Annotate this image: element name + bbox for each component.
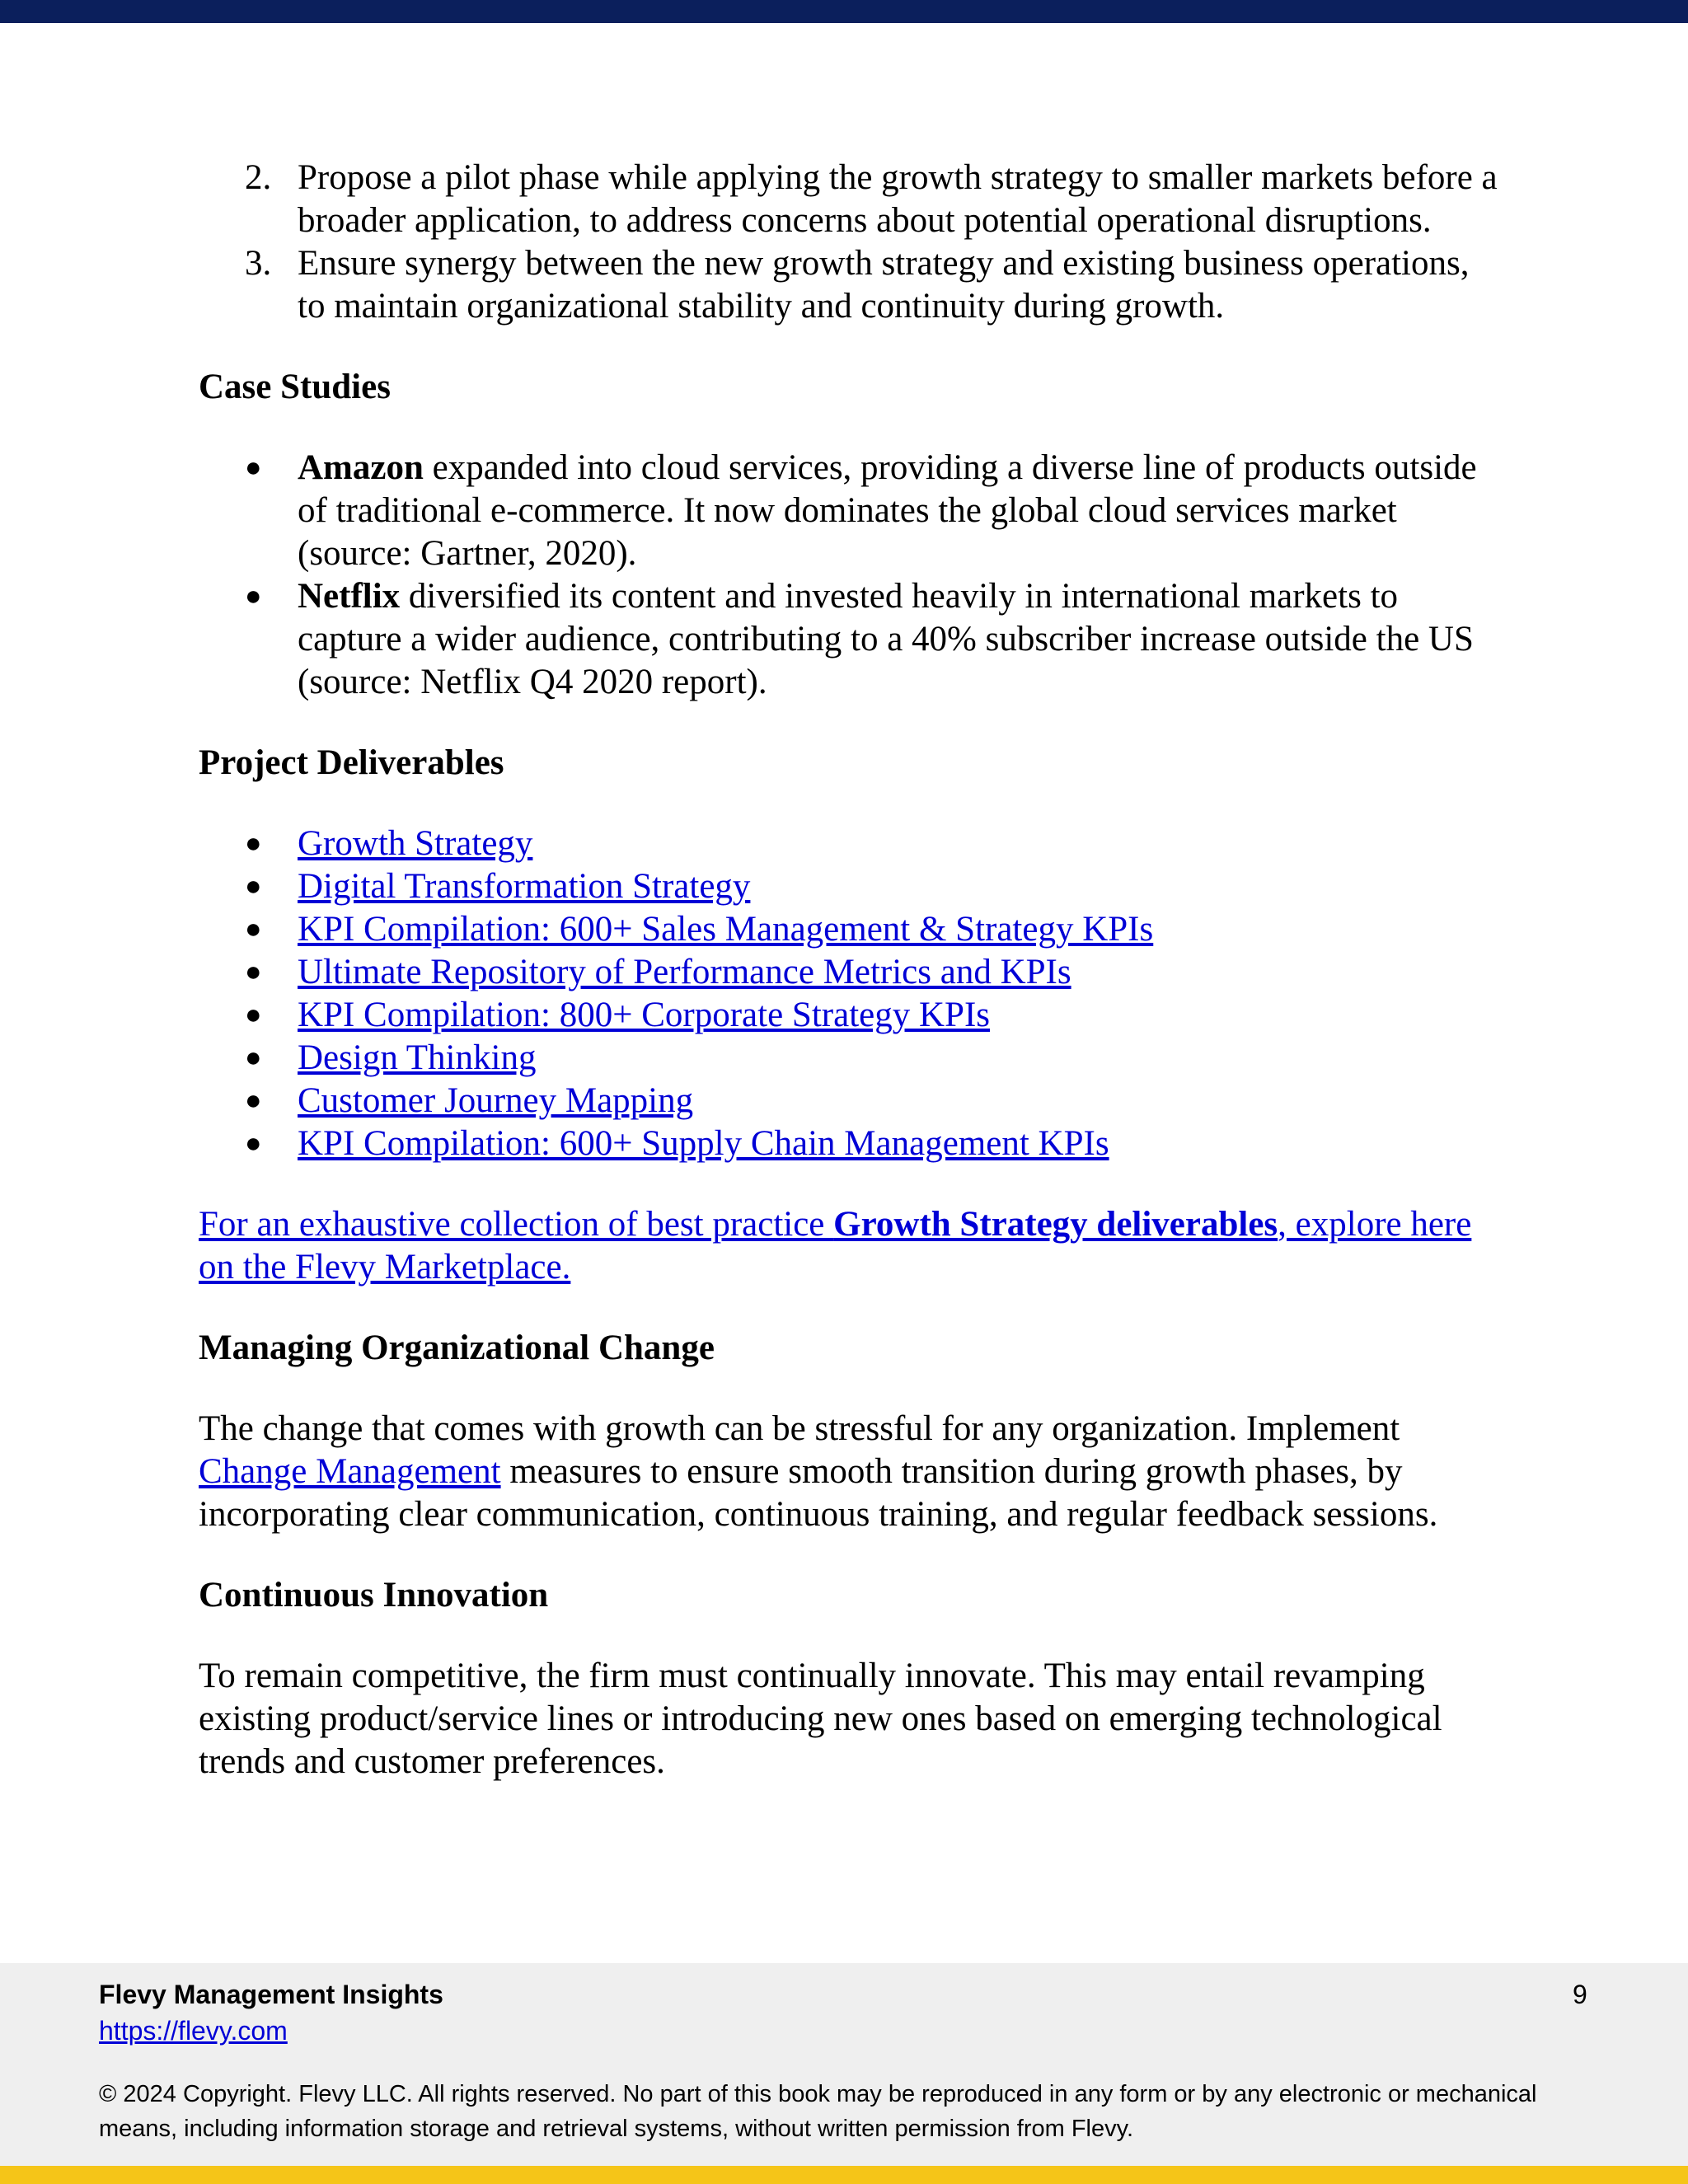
bullet-icon: ● (245, 1128, 262, 1159)
case-study-text: diversified its content and invested heavily in international markets to capture a wider audience, contributing to a 40% subscriber increase outside the US (source: Netflix Q4 2020 report). (298, 577, 1474, 701)
company-name: Netflix (298, 577, 401, 616)
list-item (199, 1037, 1501, 1080)
list-item (199, 865, 1501, 908)
innovation-paragraph: To remain competitive, the firm must continually innovate. This may entail revamping existing product/service lines or introducing new ones based on emerging technological trends and customer preferences. (199, 1657, 1442, 1781)
cta-prefix: For an exhaustive collection of best practice (199, 1205, 834, 1244)
section-heading-change: Managing Organizational Change (199, 1329, 715, 1367)
bullet-icon: ● (245, 581, 262, 612)
copyright-notice: © 2024 Copyright. Flevy LLC. All rights reserved. No part of this book may be reproduced in any form or by any electronic or mechanical means, including information storage and retrieval systems, without written permission from Flevy. (99, 2081, 1537, 2142)
cta-suffix: , explore here on the Flevy Marketplace. (199, 1205, 1472, 1286)
deliverable-link[interactable]: Ultimate Repository of Performance Metrics and KPIs (298, 953, 1071, 991)
cta-bold: Growth Strategy deliverables (833, 1205, 1278, 1244)
list-item-text: Propose a pilot phase while applying the growth strategy to smaller markets before a broader application, to address concerns about potential operational disruptions. (298, 158, 1498, 240)
section-heading-case-studies: Case Studies (199, 368, 391, 406)
marketplace-cta-link[interactable] (199, 1203, 1501, 1289)
list-item (199, 951, 1501, 994)
section-heading-deliverables: Project Deliverables (199, 743, 504, 782)
list-item (199, 157, 1501, 242)
list-item (199, 994, 1501, 1037)
bullet-icon: ● (245, 828, 262, 859)
list-item (199, 1080, 1501, 1122)
footer-title: Flevy Management Insights (99, 1980, 443, 2009)
bullet-icon: ● (245, 1000, 262, 1030)
deliverable-link[interactable]: KPI Compilation: 600+ Sales Management & Strategy KPIs (298, 910, 1154, 949)
bullet-icon: ● (245, 871, 262, 902)
page-footer (0, 1963, 1688, 2166)
list-item (199, 575, 1501, 704)
change-text-before: The change that comes with growth can be stressful for any organization. Implement (199, 1409, 1400, 1448)
list-item (199, 1122, 1501, 1165)
deliverables-list (199, 823, 1501, 1165)
list-item (199, 823, 1501, 865)
top-accent-bar (0, 0, 1688, 23)
bullet-icon: ● (245, 957, 262, 987)
bullet-icon: ● (245, 914, 262, 944)
list-item (199, 242, 1501, 328)
change-paragraph (199, 1408, 1501, 1536)
list-item (199, 447, 1501, 575)
deliverable-link[interactable]: Design Thinking (298, 1038, 537, 1077)
company-name: Amazon (298, 448, 424, 487)
change-text-after: measures to ensure smooth transition during growth phases, by incorporating clear communication, continuous training, and regular feedback sessions. (199, 1452, 1438, 1534)
change-management-link[interactable]: Change Management (199, 1452, 501, 1491)
section-heading-innovation: Continuous Innovation (199, 1576, 549, 1615)
numbered-list (199, 157, 1501, 328)
list-item (199, 908, 1501, 951)
bottom-accent-bar (0, 2166, 1688, 2184)
deliverable-link[interactable]: Customer Journey Mapping (298, 1081, 694, 1120)
bullet-icon: ● (245, 1043, 262, 1073)
deliverable-link[interactable]: KPI Compilation: 600+ Supply Chain Management KPIs (298, 1124, 1109, 1163)
case-study-text: expanded into cloud services, providing a diverse line of products outside of traditional e-commerce. It now dominates the global cloud services market (source: Gartner, 2020). (298, 448, 1477, 573)
deliverable-link[interactable]: Digital Transformation Strategy (298, 867, 751, 906)
deliverable-link[interactable]: KPI Compilation: 800+ Corporate Strategy KPIs (298, 996, 990, 1034)
deliverable-link[interactable]: Growth Strategy (298, 824, 533, 863)
list-number: 3. (245, 244, 272, 283)
list-item-text: Ensure synergy between the new growth strategy and existing business operations, to maintain organizational stability and continuity during growth. (298, 244, 1470, 326)
footer-url-link[interactable]: https://flevy.com (99, 2016, 288, 2046)
bullet-icon: ● (245, 1085, 262, 1116)
list-number: 2. (245, 158, 272, 197)
page-content (199, 157, 1501, 1783)
bullet-icon: ● (245, 452, 262, 483)
case-studies-list (199, 447, 1501, 704)
page-number: 9 (1573, 1980, 1587, 2009)
